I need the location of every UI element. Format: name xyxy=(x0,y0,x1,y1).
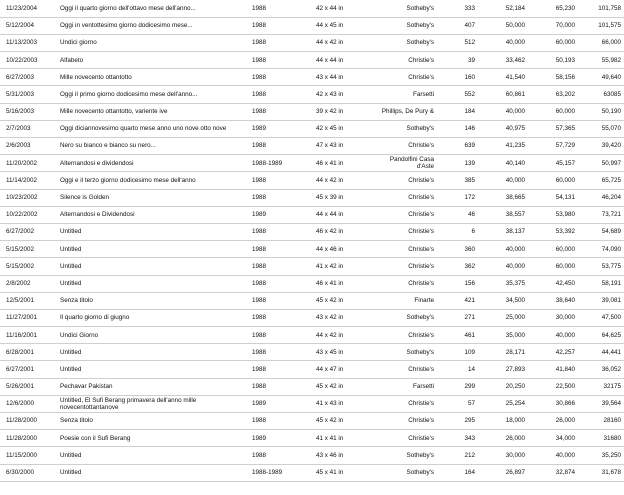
artwork-dimensions-cell: 42 x 44 in xyxy=(296,0,372,17)
lot-number-cell: 639 xyxy=(436,138,478,155)
lot-number-cell: 39 xyxy=(436,52,478,69)
auction-house-cell: Christie's xyxy=(372,172,436,189)
sale-date-cell: 5/15/2002 xyxy=(0,258,54,275)
artwork-title-cell: Oggi e il terzo giorno dodicesimo mese dell'anno xyxy=(54,172,244,189)
table-row xyxy=(0,17,624,34)
lot-number-cell: 343 xyxy=(436,430,478,447)
artwork-year-cell: 1988 xyxy=(244,378,296,395)
auction-house-cell: Phillips, De Pury & xyxy=(372,103,436,120)
table-row xyxy=(0,189,624,206)
table-row xyxy=(0,86,624,103)
hammer-price-cell: 65,725 xyxy=(578,172,624,189)
lot-number-cell: 146 xyxy=(436,120,478,137)
auction-house-cell: Farsetti xyxy=(372,86,436,103)
table-row xyxy=(0,378,624,395)
lot-number-cell: 385 xyxy=(436,172,478,189)
auction-house-cell: Christie's xyxy=(372,69,436,86)
artwork-title-cell: Alternandosi e Dividendosi xyxy=(54,206,244,223)
artwork-year-cell: 1988 xyxy=(244,0,296,17)
estimate-low-cell: 18,000 xyxy=(478,413,528,430)
estimate-high-cell: 53,392 xyxy=(528,223,578,240)
artwork-title-cell: Untitled xyxy=(54,344,244,361)
estimate-low-cell: 40,000 xyxy=(478,172,528,189)
sale-date-cell: 11/28/2000 xyxy=(0,430,54,447)
table-row xyxy=(0,464,624,481)
artwork-dimensions-cell: 46 x 41 in xyxy=(296,275,372,292)
artwork-dimensions-cell: 44 x 45 in xyxy=(296,17,372,34)
artwork-year-cell: 1988 xyxy=(244,413,296,430)
estimate-high-cell: 63,202 xyxy=(528,86,578,103)
auction-house-cell: Sotheby's xyxy=(372,17,436,34)
table-row xyxy=(0,103,624,120)
estimate-low-cell: 26,897 xyxy=(478,464,528,481)
estimate-low-cell: 40,000 xyxy=(478,34,528,51)
hammer-price-cell: 63085 xyxy=(578,86,624,103)
estimate-high-cell: 22,500 xyxy=(528,378,578,395)
lot-number-cell: 512 xyxy=(436,34,478,51)
estimate-high-cell: 60,000 xyxy=(528,34,578,51)
auction-house-cell: Christie's xyxy=(372,258,436,275)
estimate-high-cell: 57,729 xyxy=(528,138,578,155)
artwork-year-cell: 1988 xyxy=(244,258,296,275)
estimate-high-cell: 70,000 xyxy=(528,17,578,34)
artwork-title-cell: Untitled xyxy=(54,223,244,240)
hammer-price-cell: 55,070 xyxy=(578,120,624,137)
hammer-price-cell: 50,190 xyxy=(578,103,624,120)
table-row xyxy=(0,258,624,275)
sale-date-cell: 11/20/2002 xyxy=(0,155,54,172)
artwork-title-cell: Untitled xyxy=(54,447,244,464)
sale-date-cell: 6/28/2001 xyxy=(0,344,54,361)
estimate-low-cell: 33,462 xyxy=(478,52,528,69)
artwork-title-cell: Untitled xyxy=(54,241,244,258)
table-row xyxy=(0,430,624,447)
lot-number-cell: 552 xyxy=(436,86,478,103)
table-row xyxy=(0,0,624,17)
table-row xyxy=(0,413,624,430)
lot-number-cell: 160 xyxy=(436,69,478,86)
auction-house-cell: Christie's xyxy=(372,413,436,430)
estimate-high-cell: 54,131 xyxy=(528,189,578,206)
artwork-dimensions-cell: 44 x 44 in xyxy=(296,52,372,69)
table-row xyxy=(0,52,624,69)
estimate-high-cell: 40,000 xyxy=(528,327,578,344)
artwork-year-cell: 1988 xyxy=(244,138,296,155)
auction-house-cell: Pandolfini Casa d'Aste xyxy=(372,155,436,172)
artwork-dimensions-cell: 44 x 42 in xyxy=(296,327,372,344)
hammer-price-cell: 46,204 xyxy=(578,189,624,206)
estimate-high-cell: 60,000 xyxy=(528,172,578,189)
artwork-dimensions-cell: 45 x 42 in xyxy=(296,378,372,395)
hammer-price-cell: 31680 xyxy=(578,430,624,447)
artwork-title-cell: Oggi in ventottesimo giorno dodicesimo mese... xyxy=(54,17,244,34)
artwork-dimensions-cell: 39 x 42 in xyxy=(296,103,372,120)
sale-date-cell: 12/5/2001 xyxy=(0,292,54,309)
sale-date-cell: 11/27/2001 xyxy=(0,309,54,326)
artwork-year-cell: 1988 xyxy=(244,361,296,378)
lot-number-cell: 14 xyxy=(436,361,478,378)
estimate-low-cell: 41,540 xyxy=(478,69,528,86)
artwork-dimensions-cell: 42 x 45 in xyxy=(296,120,372,137)
artwork-title-cell: Untitled xyxy=(54,275,244,292)
estimate-high-cell: 60,000 xyxy=(528,258,578,275)
auction-house-cell: Sotheby's xyxy=(372,447,436,464)
hammer-price-cell: 58,191 xyxy=(578,275,624,292)
estimate-high-cell: 57,365 xyxy=(528,120,578,137)
lot-number-cell: 407 xyxy=(436,17,478,34)
table-row xyxy=(0,69,624,86)
auction-house-cell: Sotheby's xyxy=(372,309,436,326)
auction-house-cell: Farsetti xyxy=(372,378,436,395)
auction-house-cell: Christie's xyxy=(372,52,436,69)
estimate-high-cell: 34,000 xyxy=(528,430,578,447)
artwork-title-cell: Senza titolo xyxy=(54,413,244,430)
artwork-dimensions-cell: 47 x 43 in xyxy=(296,138,372,155)
estimate-high-cell: 65,230 xyxy=(528,0,578,17)
table-row xyxy=(0,309,624,326)
artwork-title-cell: Il quarto giorno di giugno xyxy=(54,309,244,326)
sale-date-cell: 6/27/2002 xyxy=(0,223,54,240)
estimate-low-cell: 40,975 xyxy=(478,120,528,137)
artwork-dimensions-cell: 43 x 45 in xyxy=(296,344,372,361)
estimate-low-cell: 50,000 xyxy=(478,17,528,34)
artwork-year-cell: 1989 xyxy=(244,120,296,137)
artwork-year-cell: 1989 xyxy=(244,430,296,447)
table-row xyxy=(0,206,624,223)
lot-number-cell: 360 xyxy=(436,241,478,258)
lot-number-cell: 172 xyxy=(436,189,478,206)
table-row xyxy=(0,241,624,258)
table-row xyxy=(0,223,624,240)
estimate-high-cell: 32,874 xyxy=(528,464,578,481)
lot-number-cell: 6 xyxy=(436,223,478,240)
artwork-title-cell: Undici giorno xyxy=(54,34,244,51)
artwork-title-cell: Oggi il primo giorno dodicesimo mese dell'anno... xyxy=(54,86,244,103)
artwork-year-cell: 1988 xyxy=(244,327,296,344)
table-row xyxy=(0,344,624,361)
artwork-year-cell: 1988 xyxy=(244,172,296,189)
estimate-high-cell: 42,450 xyxy=(528,275,578,292)
table-row xyxy=(0,327,624,344)
estimate-low-cell: 35,375 xyxy=(478,275,528,292)
artwork-dimensions-cell: 44 x 46 in xyxy=(296,241,372,258)
lot-number-cell: 212 xyxy=(436,447,478,464)
artwork-title-cell: Senza titolo xyxy=(54,292,244,309)
lot-number-cell: 362 xyxy=(436,258,478,275)
artwork-dimensions-cell: 45 x 39 in xyxy=(296,189,372,206)
sale-date-cell: 2/6/2003 xyxy=(0,138,54,155)
sale-date-cell: 11/23/2004 xyxy=(0,0,54,17)
estimate-low-cell: 20,250 xyxy=(478,378,528,395)
table-row xyxy=(0,155,624,172)
estimate-low-cell: 40,000 xyxy=(478,258,528,275)
artwork-title-cell: Alfabeto xyxy=(54,52,244,69)
lot-number-cell: 421 xyxy=(436,292,478,309)
hammer-price-cell: 64,625 xyxy=(578,327,624,344)
artwork-dimensions-cell: 43 x 44 in xyxy=(296,69,372,86)
table-row xyxy=(0,120,624,137)
artwork-title-cell: Untitled xyxy=(54,361,244,378)
artwork-dimensions-cell: 41 x 43 in xyxy=(296,395,372,412)
table-row xyxy=(0,138,624,155)
table-row xyxy=(0,292,624,309)
artwork-year-cell: 1988 xyxy=(244,17,296,34)
artwork-title-cell: Poesie con il Sufi Berang xyxy=(54,430,244,447)
auction-house-cell: Christie's xyxy=(372,189,436,206)
auction-house-cell: Sotheby's xyxy=(372,120,436,137)
sale-date-cell: 12/6/2000 xyxy=(0,395,54,412)
estimate-low-cell: 28,171 xyxy=(478,344,528,361)
estimate-low-cell: 35,000 xyxy=(478,327,528,344)
estimate-high-cell: 53,980 xyxy=(528,206,578,223)
sale-date-cell: 5/15/2002 xyxy=(0,241,54,258)
hammer-price-cell: 53,775 xyxy=(578,258,624,275)
estimate-high-cell: 30,000 xyxy=(528,309,578,326)
artwork-title-cell: Oggi diciannovesimo quarto mese anno uno nove otto nove xyxy=(54,120,244,137)
sale-date-cell: 10/23/2002 xyxy=(0,189,54,206)
hammer-price-cell: 73,721 xyxy=(578,206,624,223)
table-row xyxy=(0,361,624,378)
hammer-price-cell: 54,689 xyxy=(578,223,624,240)
hammer-price-cell: 36,052 xyxy=(578,361,624,378)
auction-house-cell: Christie's xyxy=(372,327,436,344)
hammer-price-cell: 49,640 xyxy=(578,69,624,86)
artwork-dimensions-cell: 44 x 42 in xyxy=(296,34,372,51)
artwork-title-cell: Pechavar Pakistan xyxy=(54,378,244,395)
auction-house-cell: Christie's xyxy=(372,430,436,447)
estimate-low-cell: 38,665 xyxy=(478,189,528,206)
artwork-year-cell: 1988 xyxy=(244,447,296,464)
estimate-low-cell: 40,000 xyxy=(478,241,528,258)
artwork-title-cell: Silence is Golden xyxy=(54,189,244,206)
sale-date-cell: 2/8/2002 xyxy=(0,275,54,292)
artwork-dimensions-cell: 46 x 41 in xyxy=(296,155,372,172)
table-row xyxy=(0,275,624,292)
auction-house-cell: Sotheby's xyxy=(372,464,436,481)
estimate-low-cell: 52,184 xyxy=(478,0,528,17)
estimate-high-cell: 38,640 xyxy=(528,292,578,309)
artwork-title-cell: Nero su bianco e bianco su nero... xyxy=(54,138,244,155)
artwork-dimensions-cell: 44 x 47 in xyxy=(296,361,372,378)
sale-date-cell: 5/26/2001 xyxy=(0,378,54,395)
artwork-year-cell: 1989 xyxy=(244,206,296,223)
auction-house-cell: Finarte xyxy=(372,292,436,309)
sale-date-cell: 11/13/2003 xyxy=(0,34,54,51)
table-row xyxy=(0,447,624,464)
estimate-high-cell: 40,000 xyxy=(528,447,578,464)
sale-date-cell: 6/27/2003 xyxy=(0,69,54,86)
estimate-high-cell: 60,000 xyxy=(528,241,578,258)
auction-house-cell: Christie's xyxy=(372,206,436,223)
artwork-dimensions-cell: 44 x 42 in xyxy=(296,172,372,189)
hammer-price-cell: 39,081 xyxy=(578,292,624,309)
artwork-year-cell: 1988 xyxy=(244,189,296,206)
estimate-high-cell: 41,840 xyxy=(528,361,578,378)
sale-date-cell: 11/28/2000 xyxy=(0,413,54,430)
artwork-dimensions-cell: 43 x 42 in xyxy=(296,309,372,326)
sale-date-cell: 6/30/2000 xyxy=(0,464,54,481)
estimate-low-cell: 40,140 xyxy=(478,155,528,172)
auction-house-cell: Christie's xyxy=(372,241,436,258)
artwork-year-cell: 1988-1989 xyxy=(244,155,296,172)
hammer-price-cell: 74,090 xyxy=(578,241,624,258)
estimate-low-cell: 60,861 xyxy=(478,86,528,103)
sale-date-cell: 11/14/2002 xyxy=(0,172,54,189)
table-row xyxy=(0,172,624,189)
sale-date-cell: 11/16/2001 xyxy=(0,327,54,344)
sale-date-cell: 5/16/2003 xyxy=(0,103,54,120)
artwork-dimensions-cell: 46 x 42 in xyxy=(296,223,372,240)
estimate-low-cell: 27,893 xyxy=(478,361,528,378)
auction-house-cell: Sotheby's xyxy=(372,34,436,51)
artwork-year-cell: 1988 xyxy=(244,344,296,361)
lot-number-cell: 299 xyxy=(436,378,478,395)
sale-date-cell: 6/27/2001 xyxy=(0,361,54,378)
artwork-title-cell: Untitled xyxy=(54,464,244,481)
hammer-price-cell: 39,420 xyxy=(578,138,624,155)
artwork-year-cell: 1988 xyxy=(244,309,296,326)
artwork-title-cell: Untitled, El Sufi Berang primavera dell'anno mille novecentottantanove xyxy=(54,395,244,412)
artwork-dimensions-cell: 41 x 41 in xyxy=(296,430,372,447)
artwork-dimensions-cell: 41 x 42 in xyxy=(296,258,372,275)
artwork-title-cell: Alternandosi e dividendosi xyxy=(54,155,244,172)
artwork-dimensions-cell: 44 x 44 in xyxy=(296,206,372,223)
auction-house-cell: Sotheby's xyxy=(372,344,436,361)
artwork-year-cell: 1988-1989 xyxy=(244,464,296,481)
artwork-title-cell: Mille novecento ottantotto xyxy=(54,69,244,86)
estimate-low-cell: 25,000 xyxy=(478,309,528,326)
artwork-title-cell: Undici Giorno xyxy=(54,327,244,344)
hammer-price-cell: 47,500 xyxy=(578,309,624,326)
lot-number-cell: 295 xyxy=(436,413,478,430)
estimate-low-cell: 30,000 xyxy=(478,447,528,464)
hammer-price-cell: 66,000 xyxy=(578,34,624,51)
sale-date-cell: 5/12/2004 xyxy=(0,17,54,34)
estimate-low-cell: 34,500 xyxy=(478,292,528,309)
hammer-price-cell: 101,575 xyxy=(578,17,624,34)
artwork-year-cell: 1988 xyxy=(244,34,296,51)
estimate-low-cell: 38,557 xyxy=(478,206,528,223)
estimate-low-cell: 38,137 xyxy=(478,223,528,240)
sale-date-cell: 10/22/2003 xyxy=(0,52,54,69)
estimate-high-cell: 45,157 xyxy=(528,155,578,172)
lot-number-cell: 156 xyxy=(436,275,478,292)
lot-number-cell: 164 xyxy=(436,464,478,481)
artwork-title-cell: Untitled xyxy=(54,258,244,275)
table-row xyxy=(0,34,624,51)
auction-house-cell: Christie's xyxy=(372,223,436,240)
hammer-price-cell: 55,982 xyxy=(578,52,624,69)
estimate-low-cell: 26,000 xyxy=(478,430,528,447)
hammer-price-cell: 35,250 xyxy=(578,447,624,464)
estimate-high-cell: 42,257 xyxy=(528,344,578,361)
artwork-year-cell: 1989 xyxy=(244,395,296,412)
lot-number-cell: 139 xyxy=(436,155,478,172)
hammer-price-cell: 101,758 xyxy=(578,0,624,17)
lot-number-cell: 271 xyxy=(436,309,478,326)
estimate-high-cell: 60,000 xyxy=(528,103,578,120)
sale-date-cell: 10/22/2002 xyxy=(0,206,54,223)
hammer-price-cell: 50,997 xyxy=(578,155,624,172)
artwork-dimensions-cell: 42 x 43 in xyxy=(296,86,372,103)
estimate-low-cell: 40,000 xyxy=(478,103,528,120)
sale-date-cell: 11/15/2000 xyxy=(0,447,54,464)
artwork-year-cell: 1988 xyxy=(244,223,296,240)
estimate-high-cell: 30,866 xyxy=(528,395,578,412)
artwork-year-cell: 1988 xyxy=(244,241,296,258)
lot-number-cell: 461 xyxy=(436,327,478,344)
artwork-year-cell: 1988 xyxy=(244,292,296,309)
artwork-year-cell: 1988 xyxy=(244,69,296,86)
artwork-title-cell: Mille novecento ottantotto, variente ive xyxy=(54,103,244,120)
lot-number-cell: 46 xyxy=(436,206,478,223)
auction-house-cell: Christie's xyxy=(372,275,436,292)
lot-number-cell: 109 xyxy=(436,344,478,361)
artwork-dimensions-cell: 45 x 42 in xyxy=(296,292,372,309)
hammer-price-cell: 28160 xyxy=(578,413,624,430)
hammer-price-cell: 39,564 xyxy=(578,395,624,412)
hammer-price-cell: 31,678 xyxy=(578,464,624,481)
hammer-price-cell: 32175 xyxy=(578,378,624,395)
artwork-dimensions-cell: 43 x 46 in xyxy=(296,447,372,464)
artwork-year-cell: 1988 xyxy=(244,275,296,292)
artwork-dimensions-cell: 45 x 42 in xyxy=(296,413,372,430)
estimate-high-cell: 58,156 xyxy=(528,69,578,86)
auction-house-cell: Christie's xyxy=(372,395,436,412)
estimate-low-cell: 25,254 xyxy=(478,395,528,412)
artwork-title-cell: Oggi il quarto giorno dell'ottavo mese dell'anno... xyxy=(54,0,244,17)
estimate-high-cell: 26,000 xyxy=(528,413,578,430)
artwork-year-cell: 1988 xyxy=(244,86,296,103)
auction-house-cell: Christie's xyxy=(372,361,436,378)
lot-number-cell: 184 xyxy=(436,103,478,120)
hammer-price-cell: 44,441 xyxy=(578,344,624,361)
table-row xyxy=(0,395,624,412)
lot-number-cell: 57 xyxy=(436,395,478,412)
artwork-year-cell: 1988 xyxy=(244,103,296,120)
auction-house-cell: Sotheby's xyxy=(372,0,436,17)
lot-number-cell: 333 xyxy=(436,0,478,17)
sale-date-cell: 2/7/2003 xyxy=(0,120,54,137)
artwork-dimensions-cell: 45 x 41 in xyxy=(296,464,372,481)
estimate-high-cell: 50,193 xyxy=(528,52,578,69)
artwork-year-cell: 1988 xyxy=(244,52,296,69)
estimate-low-cell: 41,235 xyxy=(478,138,528,155)
auction-house-cell: Christie's xyxy=(372,138,436,155)
sale-date-cell: 5/31/2003 xyxy=(0,86,54,103)
